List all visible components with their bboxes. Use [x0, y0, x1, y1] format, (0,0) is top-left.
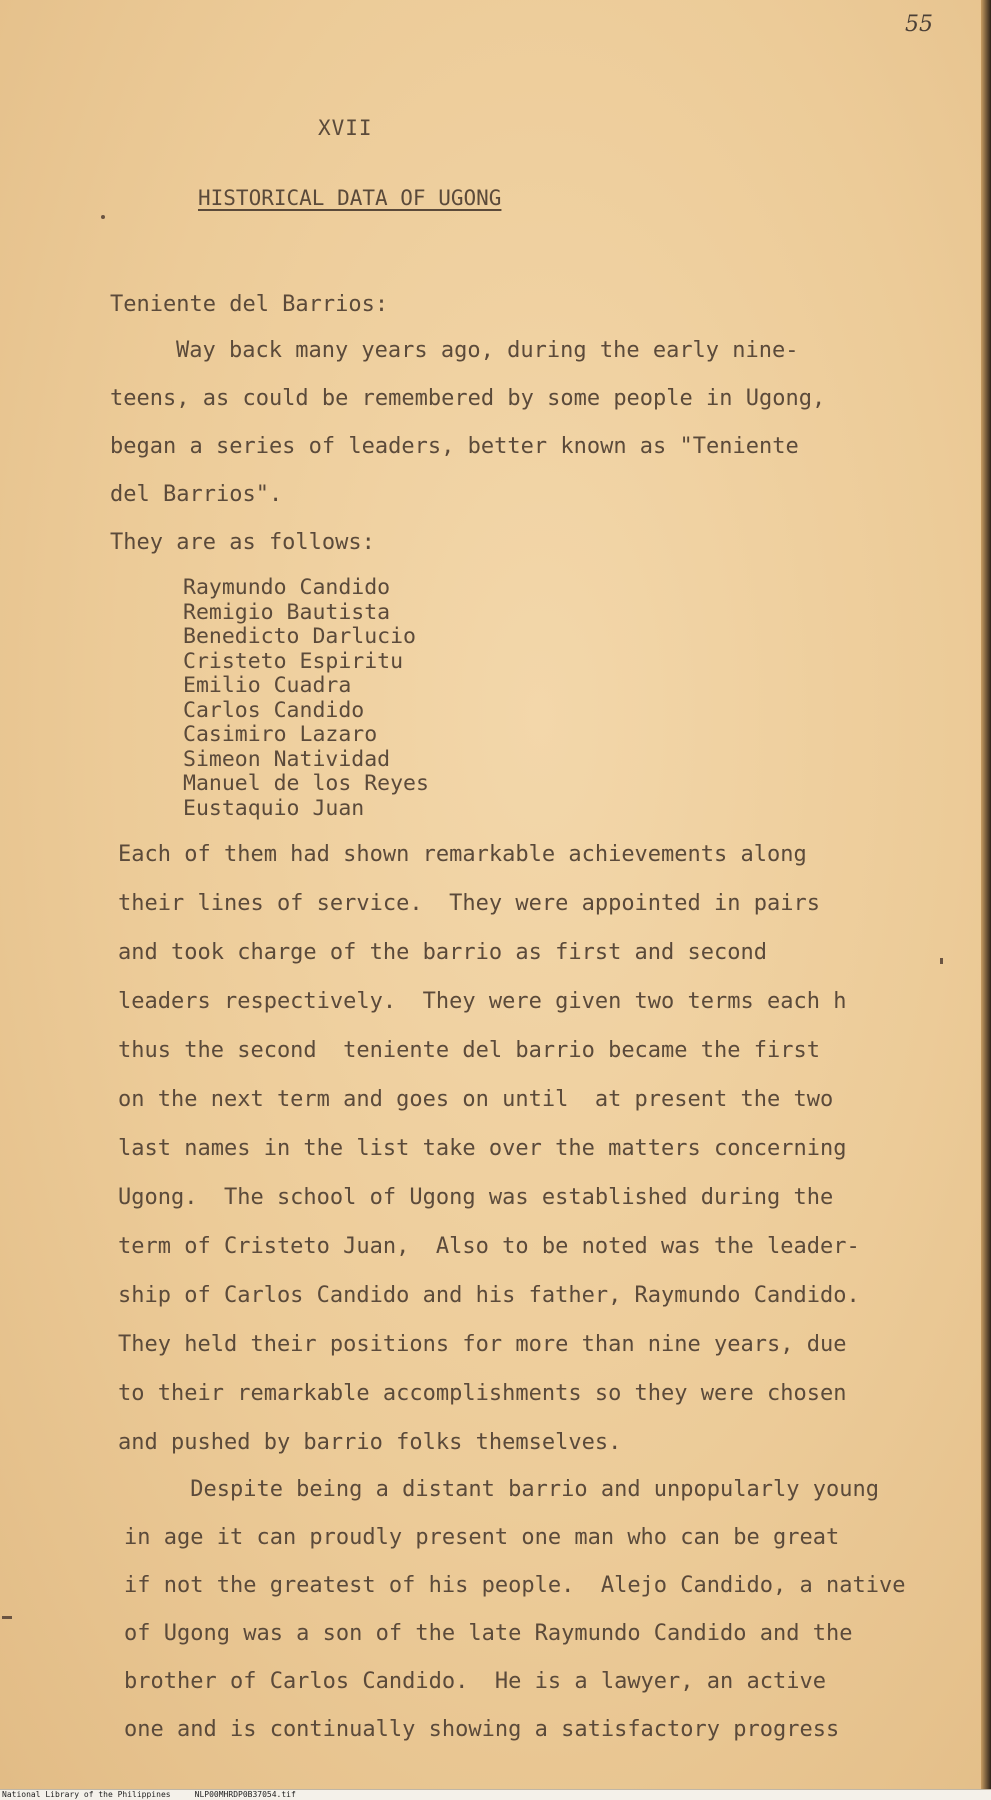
list-item: Cristeto Espiritu [183, 648, 404, 674]
text-line: brother of Carlos Candido. He is a lawyer, an active [124, 1669, 826, 1694]
text-line: their lines of service. They were appointed in pairs [118, 891, 820, 916]
text-line: of Ugong was a son of the late Raymundo Candido and the [124, 1621, 853, 1646]
list-item: Manuel de los Reyes [183, 771, 429, 796]
section-heading: Teniente del Barrios: [110, 292, 389, 317]
ink-dot [101, 215, 105, 219]
list-item: Casimiro Lazaro [183, 722, 378, 747]
page-title: HISTORICAL DATA OF UGONG [198, 186, 502, 210]
text-line: Ugong. The school of Ugong was established during the [118, 1185, 834, 1210]
text-line: and took charge of the barrio as first and second [118, 940, 768, 965]
text-line: thus the second teniente del barrio became the first [118, 1038, 820, 1063]
ink-mark [2, 1616, 12, 1619]
text-line: in age it can proudly present one man who can be great [124, 1525, 840, 1550]
text-line: and pushed by barrio folks themselves. [118, 1430, 622, 1455]
text-line: They held their positions for more than nine years, due [118, 1332, 847, 1357]
list-item: Simeon Natividad [183, 746, 391, 772]
text-line: Each of them had shown remarkable achievements along [118, 842, 807, 867]
scan-footer-strip [0, 1789, 991, 1800]
text-line: to their remarkable accomplishments so they were chosen [118, 1381, 847, 1406]
text-line: They are as follows: [110, 530, 375, 555]
list-item: Remigio Bautista [183, 599, 391, 625]
text-line: began a series of leaders, better known as "Teniente [110, 434, 799, 459]
scan-edge-shadow [981, 0, 991, 1800]
list-item: Eustaquio Juan [183, 795, 365, 821]
list-item: Emilio Cuadra [183, 673, 352, 698]
text-line: term of Cristeto Juan, Also to be noted was the leader- [118, 1234, 860, 1259]
text-line: teens, as could be remembered by some people in Ugong, [110, 386, 826, 411]
scan-footer-text: National Library of the Philippines NLP00MHRDP0B37054.tif [2, 1790, 296, 1799]
text-line: on the next term and goes on until at present the two [118, 1087, 834, 1112]
ink-mark [940, 958, 943, 964]
list-item: Raymundo Candido [183, 575, 391, 600]
page-number: 55 [905, 12, 933, 37]
text-line: ship of Carlos Candido and his father, Raymundo Candido. [118, 1283, 860, 1308]
chapter-number: XVII [318, 116, 373, 140]
text-line: one and is continually showing a satisfactory progress [124, 1717, 840, 1742]
text-line: del Barrios". [110, 482, 283, 507]
text-line: Way back many years ago, during the early nine- [176, 338, 799, 363]
list-item: Carlos Candido [183, 697, 365, 723]
text-line: Despite being a distant barrio and unpopularly young [124, 1477, 879, 1502]
teniente-names-list [183, 576, 429, 821]
text-line: leaders respectively. They were given two terms each h [118, 989, 847, 1014]
text-line: if not the greatest of his people. Alejo Candido, a native [124, 1573, 906, 1598]
list-item: Benedicto Darlucio [183, 624, 416, 649]
text-line: last names in the list take over the matters concerning [118, 1136, 847, 1161]
